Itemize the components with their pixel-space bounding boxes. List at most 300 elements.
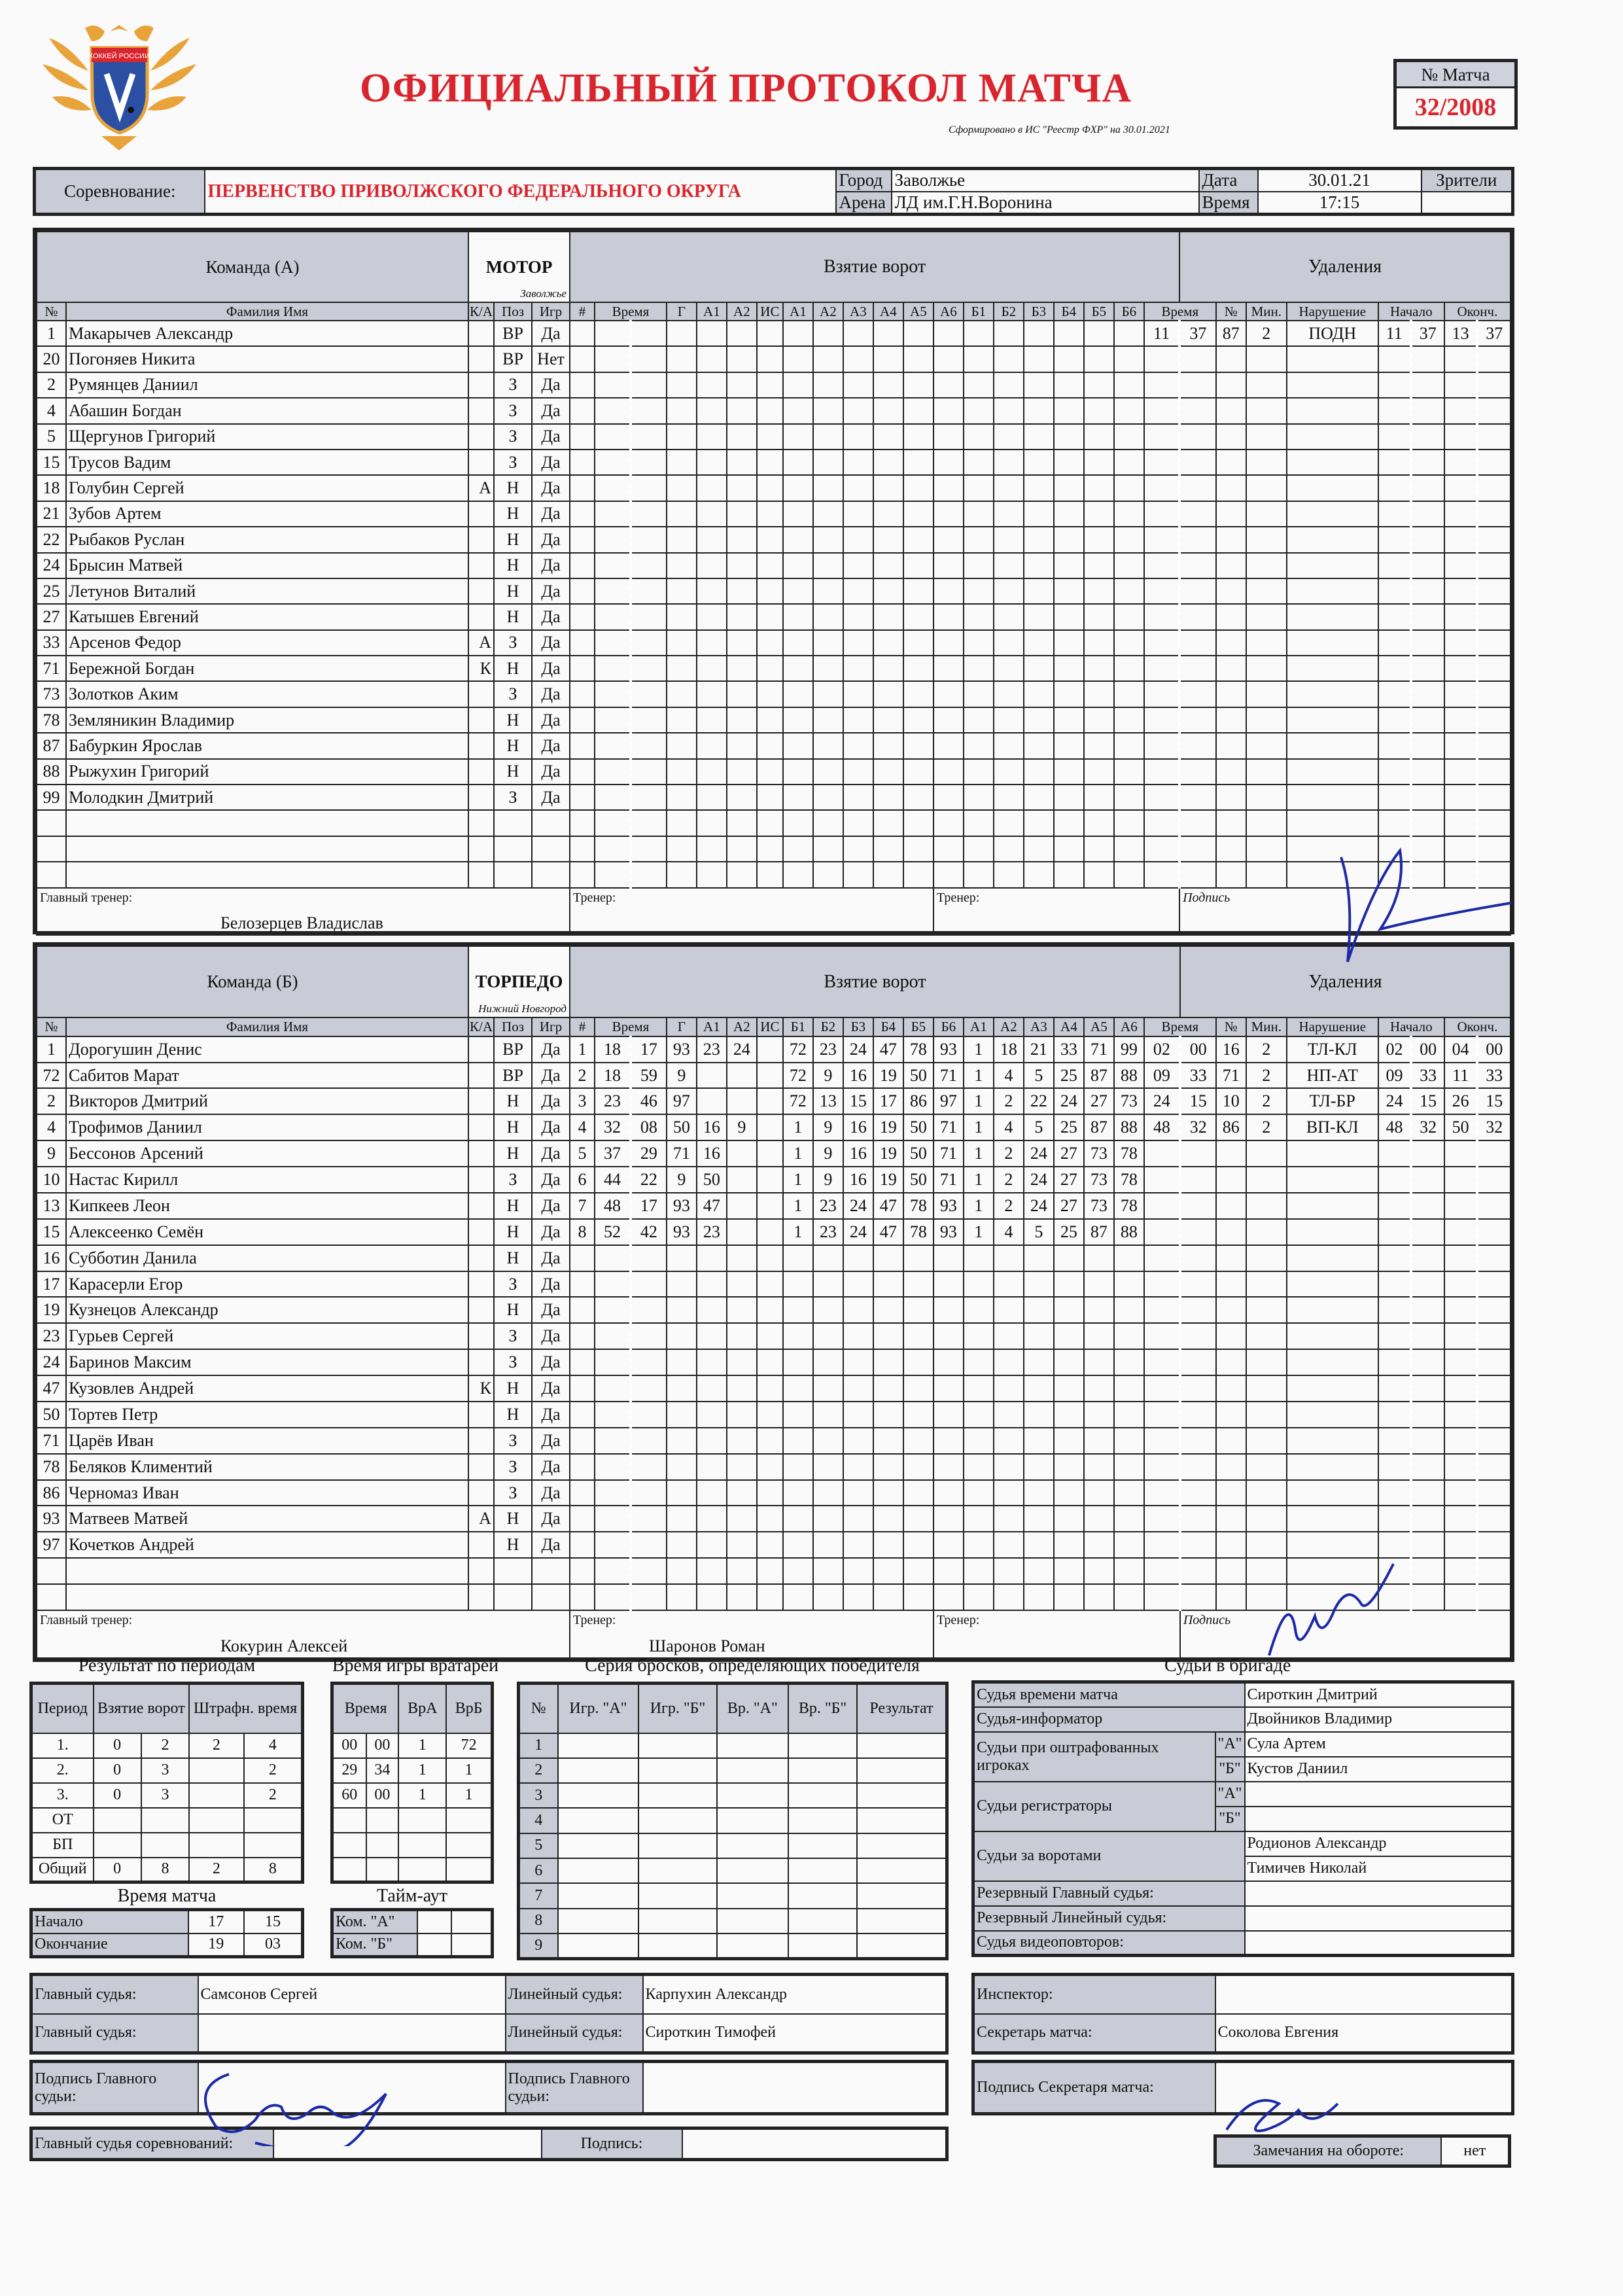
goal-cell	[934, 1375, 964, 1402]
penalty-cell	[1179, 450, 1216, 475]
goal-cell: 71	[667, 1140, 697, 1167]
player-play: Да	[532, 1063, 570, 1089]
player-name: Абашин Богдан	[66, 398, 468, 423]
goal-cell	[843, 862, 873, 887]
goal-cell	[1054, 424, 1084, 450]
period-cell: 1.	[31, 1733, 94, 1758]
player-row	[37, 321, 1510, 346]
goal-cell	[595, 1271, 631, 1298]
goal-cell	[595, 527, 631, 552]
goal-cell	[727, 707, 757, 733]
penalty-cell	[1216, 527, 1246, 552]
goal-cell	[873, 1428, 903, 1454]
col-pen-time: Время	[1144, 1017, 1216, 1036]
goal-cell	[1084, 1454, 1114, 1480]
goal-cell	[697, 1323, 727, 1349]
penalty-cell: ПОДН	[1287, 321, 1378, 346]
goal-cell	[813, 1532, 843, 1558]
goal-cell	[813, 1584, 843, 1610]
goal-cell: 5	[570, 1140, 595, 1167]
player-play	[532, 862, 570, 887]
penalty-cell	[1246, 1349, 1287, 1375]
goal-cell	[1084, 450, 1114, 475]
penalty-cell	[1477, 1402, 1510, 1428]
player-row	[37, 1140, 1510, 1167]
player-pos	[494, 810, 532, 836]
period-cell: 3	[141, 1758, 189, 1783]
goal-cell	[843, 1454, 873, 1480]
player-name: Настас Кирилл	[66, 1167, 468, 1193]
goal-cell: 16	[843, 1140, 873, 1167]
player-name: Голубин Сергей	[66, 475, 468, 501]
goal-cell: 86	[903, 1088, 934, 1114]
col-А1: А1	[964, 1017, 994, 1036]
goal-cell	[903, 1349, 934, 1375]
goal-cell: 24	[843, 1193, 873, 1219]
player-play: Да	[532, 1219, 570, 1245]
penalty-cell	[1477, 1558, 1510, 1584]
col-g: Г	[667, 1017, 697, 1036]
shootout-num: 4	[519, 1808, 558, 1833]
goal-cell	[667, 810, 697, 836]
player-name: Молодкин Дмитрий	[66, 785, 468, 810]
goal-cell	[631, 656, 667, 681]
goal-cell	[570, 475, 595, 501]
gk-cell	[398, 1808, 446, 1833]
goal-cell: 87	[1084, 1219, 1114, 1245]
goal-cell	[595, 1245, 631, 1271]
penalty-cell	[1216, 1428, 1246, 1454]
gk-cell: 1	[446, 1783, 492, 1808]
goal-cell	[631, 1375, 667, 1402]
goal-cell	[570, 1297, 595, 1323]
player-play: Да	[532, 1428, 570, 1454]
player-pos: З	[494, 450, 532, 475]
time-label: Время	[1199, 192, 1258, 215]
penalty-cell	[1287, 475, 1378, 501]
goal-cell	[595, 1297, 631, 1323]
goal-cell	[843, 630, 873, 656]
match-time-title: Время матча	[117, 1886, 217, 1906]
goal-cell: 9	[813, 1167, 843, 1193]
player-name: Царёв Иван	[66, 1428, 468, 1454]
goal-cell	[757, 398, 783, 423]
goal-cell	[934, 810, 964, 836]
goal-cell	[1114, 1558, 1144, 1584]
goal-cell	[667, 1375, 697, 1402]
goal-cell	[873, 630, 903, 656]
player-name: Бессонов Арсений	[66, 1140, 468, 1167]
penalty-cell	[1180, 1245, 1216, 1271]
goal-cell	[1054, 759, 1084, 785]
goal-cell	[903, 527, 934, 552]
goal-cell	[595, 372, 631, 398]
goal-cell	[873, 1271, 903, 1298]
line-ref-label-1: Линейный судья:	[506, 1975, 643, 2014]
goal-cell	[783, 1584, 813, 1610]
col-pen-num: №	[1216, 1017, 1246, 1036]
penalty-cell	[1180, 1428, 1216, 1454]
goal-cell: 93	[934, 1193, 964, 1219]
sign-main-label-1: Подпись Главного судьи:	[31, 2062, 198, 2114]
goal-cell	[697, 1088, 727, 1114]
goal-cell	[757, 656, 783, 681]
goal-cell	[1114, 1532, 1144, 1558]
goal-cell: 5	[1024, 1063, 1054, 1089]
penalty-cell	[1180, 1297, 1216, 1323]
player-play: Да	[532, 501, 570, 527]
player-pos: ВР	[494, 346, 532, 372]
goal-cell: 50	[903, 1063, 934, 1089]
goal-cell: 23	[595, 1088, 631, 1114]
penalty-cell	[1246, 1297, 1287, 1323]
goal-cell	[903, 1245, 934, 1271]
penalty-cell	[1378, 836, 1411, 862]
player-pos: Н	[494, 733, 532, 758]
goal-cell: 6	[570, 1167, 595, 1193]
goal-cell	[667, 398, 697, 423]
player-row	[37, 785, 1510, 810]
penalty-cell	[1411, 759, 1444, 785]
goal-cell	[873, 321, 903, 346]
goal-cell	[697, 1271, 727, 1298]
goal-cell: 93	[667, 1219, 697, 1245]
penalty-cell	[1477, 656, 1510, 681]
penalty-cell	[1477, 578, 1510, 604]
goal-cell	[903, 372, 934, 398]
period-cell: 2	[244, 1758, 303, 1783]
player-num	[37, 862, 66, 887]
penalty-cell	[1444, 656, 1478, 681]
goal-cell	[667, 836, 697, 862]
penalty-cell	[1287, 656, 1378, 681]
penalty-cell	[1216, 1140, 1246, 1167]
goal-cell	[697, 346, 727, 372]
goal-cell	[843, 1323, 873, 1349]
goal-cell	[697, 321, 727, 346]
penalty-cell	[1378, 1349, 1412, 1375]
penalty-cell	[1378, 553, 1411, 578]
goal-cell	[1024, 578, 1054, 604]
goal-cell	[783, 1506, 813, 1532]
goal-cell	[1084, 759, 1114, 785]
goal-cell	[1054, 836, 1084, 862]
goal-cell	[1054, 578, 1084, 604]
goal-cell	[667, 527, 697, 552]
goal-cell: 32	[595, 1114, 631, 1140]
penalty-cell	[1378, 1428, 1412, 1454]
player-row	[37, 1402, 1510, 1428]
player-pos: Н	[494, 527, 532, 552]
goal-cell: 18	[994, 1036, 1024, 1063]
goal-cell	[1054, 1532, 1084, 1558]
goal-cell	[667, 759, 697, 785]
goal-cell	[843, 1375, 873, 1402]
goal-cell	[667, 424, 697, 450]
player-ka	[468, 1271, 494, 1298]
penalty-cell	[1144, 836, 1179, 862]
penalty-cell	[1378, 1271, 1412, 1298]
player-play	[532, 810, 570, 836]
goal-cell: 9	[667, 1167, 697, 1193]
goal-cell	[843, 1402, 873, 1428]
goal-cell	[964, 346, 994, 372]
penalty-cell	[1246, 733, 1287, 758]
goal-cell: 4	[570, 1114, 595, 1140]
goal-cell	[994, 1480, 1024, 1506]
penalty-cell	[1216, 681, 1246, 707]
penalty-cell	[1144, 1375, 1180, 1402]
goal-cell	[1084, 578, 1114, 604]
penalty-cell	[1179, 707, 1216, 733]
col-g: Г	[667, 302, 697, 321]
goal-cell	[783, 1558, 813, 1584]
goal-cell	[813, 372, 843, 398]
teamB-table	[36, 945, 1511, 1659]
goal-cell	[964, 810, 994, 836]
goal-cell: 24	[727, 1036, 757, 1063]
svg-text:ХОККЕЙ РОССИИ: ХОККЕЙ РОССИИ	[88, 52, 150, 60]
goal-cell	[1084, 346, 1114, 372]
goal-cell	[727, 1349, 757, 1375]
goal-cell	[813, 1402, 843, 1428]
goal-cell	[595, 321, 631, 346]
goal-cell	[697, 733, 727, 758]
penalty-cell: 24	[1378, 1088, 1412, 1114]
goal-cell: 18	[595, 1063, 631, 1089]
timeout-title: Тайм-аут	[376, 1886, 448, 1906]
goal-cell	[813, 810, 843, 836]
goal-cell	[873, 424, 903, 450]
goal-cell	[1024, 372, 1054, 398]
goal-cell	[697, 372, 727, 398]
competition-table	[33, 167, 1514, 216]
team-b-section	[33, 942, 1514, 1662]
penalty-cell	[1287, 630, 1378, 656]
player-ka	[468, 501, 494, 527]
teamA-head-coach-label: Главный тренер:	[40, 890, 133, 905]
player-pos: Н	[494, 707, 532, 733]
penalty-cell	[1246, 1402, 1287, 1428]
goal-cell: 1	[964, 1088, 994, 1114]
goal-cell	[873, 346, 903, 372]
penalty-cell	[1477, 604, 1510, 629]
penalty-cell	[1378, 810, 1411, 836]
goal-cell	[727, 1506, 757, 1532]
main-ref-1: Самсонов Сергей	[198, 1975, 506, 2014]
player-pos: З	[494, 630, 532, 656]
match-end-min: 03	[244, 1934, 303, 1957]
goal-cell	[873, 785, 903, 810]
goal-cell	[994, 424, 1024, 450]
match-start-label: Начало	[31, 1910, 188, 1934]
penalty-cell	[1378, 346, 1411, 372]
goal-cell	[697, 630, 727, 656]
goal-cell	[631, 733, 667, 758]
penalty-cell	[1477, 1532, 1510, 1558]
goal-cell	[757, 346, 783, 372]
penalty-cell	[1287, 501, 1378, 527]
gk-cell	[366, 1808, 399, 1833]
main-ref-label-1: Главный судья:	[31, 1975, 198, 2014]
goal-cell	[1114, 1297, 1144, 1323]
goal-cell	[934, 656, 964, 681]
player-pos: З	[494, 1323, 532, 1349]
player-play: Да	[532, 733, 570, 758]
goal-cell	[757, 1036, 783, 1063]
goal-cell: 46	[631, 1088, 667, 1114]
goal-cell	[1024, 707, 1054, 733]
player-num: 33	[37, 630, 66, 656]
penalty-cell	[1477, 527, 1510, 552]
penalty-cell	[1444, 1558, 1478, 1584]
goal-cell	[667, 1480, 697, 1506]
player-pos	[494, 836, 532, 862]
player-ka: К	[468, 656, 494, 681]
penalty-cell	[1287, 1323, 1378, 1349]
penalty-cell	[1411, 475, 1444, 501]
reg-ref-b-tag: "Б"	[1215, 1807, 1245, 1831]
goal-cell	[1114, 1402, 1144, 1428]
player-name: Румянцев Даниил	[66, 372, 468, 398]
penalty-cell	[1444, 733, 1478, 758]
period-cell: 2	[189, 1858, 244, 1882]
penalty-cell	[1144, 450, 1179, 475]
penalty-cell	[1144, 1558, 1180, 1584]
penalty-cell	[1477, 553, 1510, 578]
goal-cell	[757, 450, 783, 475]
goal-cell	[873, 681, 903, 707]
penalty-cell	[1144, 1428, 1180, 1454]
player-num: 13	[37, 1193, 66, 1219]
player-ka	[468, 1402, 494, 1428]
penalty-cell	[1180, 1480, 1216, 1506]
goal-cell	[757, 810, 783, 836]
penalty-cell	[1444, 1349, 1478, 1375]
player-ka	[468, 1245, 494, 1271]
goal-cell: 47	[873, 1219, 903, 1245]
goal-cell	[964, 836, 994, 862]
goal-cell	[934, 346, 964, 372]
penalty-cell	[1179, 862, 1216, 887]
penalty-cell: 16	[1216, 1036, 1246, 1063]
goal-cell	[697, 1506, 727, 1532]
goal-cell	[1084, 1349, 1114, 1375]
gk-cell	[446, 1858, 492, 1882]
goal-cell: 18	[595, 1036, 631, 1063]
penalty-cell	[1246, 656, 1287, 681]
match-time-table	[29, 1908, 304, 1958]
penalty-cell	[1180, 1532, 1216, 1558]
penalty-cell	[1378, 1297, 1412, 1323]
goal-cell	[783, 681, 813, 707]
penalty-cell	[1287, 1219, 1378, 1245]
col-Б1: Б1	[964, 302, 994, 321]
player-pos: З	[494, 398, 532, 423]
goal-cell	[934, 1245, 964, 1271]
period-cell: ОТ	[31, 1808, 94, 1833]
penalty-cell: 86	[1216, 1114, 1246, 1140]
penalty-cell	[1444, 346, 1478, 372]
player-name: Рыбаков Руслан	[66, 527, 468, 552]
goal-cell: 50	[697, 1167, 727, 1193]
goal-cell	[843, 578, 873, 604]
goal-cell	[843, 810, 873, 836]
penalty-cell	[1144, 424, 1179, 450]
teamB-head-coach-label: Главный тренер:	[40, 1612, 133, 1627]
player-num: 20	[37, 346, 66, 372]
goal-cell	[570, 681, 595, 707]
penalty-cell	[1179, 785, 1216, 810]
goal-cell	[783, 553, 813, 578]
goal-cell	[697, 1375, 727, 1402]
goal-cell	[934, 707, 964, 733]
penalty-cell	[1216, 1193, 1246, 1219]
goal-cell	[964, 1558, 994, 1584]
player-play: Да	[532, 1375, 570, 1402]
penalty-cell	[1179, 733, 1216, 758]
player-pos	[494, 1584, 532, 1610]
goal-cell	[1024, 630, 1054, 656]
penalty-cell	[1246, 1271, 1287, 1298]
goal-cell	[903, 1271, 934, 1298]
penalty-cell	[1477, 1428, 1510, 1454]
goal-cell	[595, 424, 631, 450]
goal-cell	[727, 553, 757, 578]
goal-cell: 78	[1114, 1140, 1144, 1167]
goal-cell	[697, 1245, 727, 1271]
goal-cell	[994, 604, 1024, 629]
player-num: 1	[37, 321, 66, 346]
goal-cell	[1054, 1584, 1084, 1610]
penalty-cell	[1444, 1140, 1478, 1167]
shootout-h: Вр. "А"	[717, 1684, 788, 1733]
penalty-cell	[1444, 1219, 1478, 1245]
penalty-cell	[1246, 707, 1287, 733]
goal-cell	[813, 1428, 843, 1454]
goal-cell	[697, 785, 727, 810]
penalty-cell	[1378, 707, 1411, 733]
goal-cell	[1084, 707, 1114, 733]
player-name: Земляникин Владимир	[66, 707, 468, 733]
penalty-cell: ТЛ-КЛ	[1287, 1036, 1378, 1063]
penalty-cell	[1477, 1193, 1510, 1219]
date-value: 30.01.21	[1258, 169, 1422, 192]
goal-cell	[1084, 733, 1114, 758]
goal-cell	[1054, 1297, 1084, 1323]
teamA-coach-label-1: Тренер:	[573, 890, 616, 905]
penalty-cell	[1477, 1584, 1510, 1610]
goal-cell	[1054, 372, 1084, 398]
goal-cell	[813, 578, 843, 604]
goal-cell	[1114, 527, 1144, 552]
goal-cell	[843, 1297, 873, 1323]
penalty-cell	[1246, 836, 1287, 862]
shootout-num: 6	[519, 1858, 558, 1883]
goal-cell: 1	[783, 1167, 813, 1193]
penalty-cell	[1144, 1323, 1180, 1349]
goal-cell	[813, 630, 843, 656]
goal-cell	[570, 1558, 595, 1584]
player-ka	[468, 321, 494, 346]
goal-cell	[757, 1375, 783, 1402]
extra-ref-label: Судья видеоповторов:	[973, 1931, 1245, 1956]
goal-cell	[757, 1193, 783, 1219]
goal-cell	[813, 707, 843, 733]
penalty-cell	[1411, 810, 1444, 836]
goal-cell	[783, 501, 813, 527]
goal-cell	[727, 1271, 757, 1298]
